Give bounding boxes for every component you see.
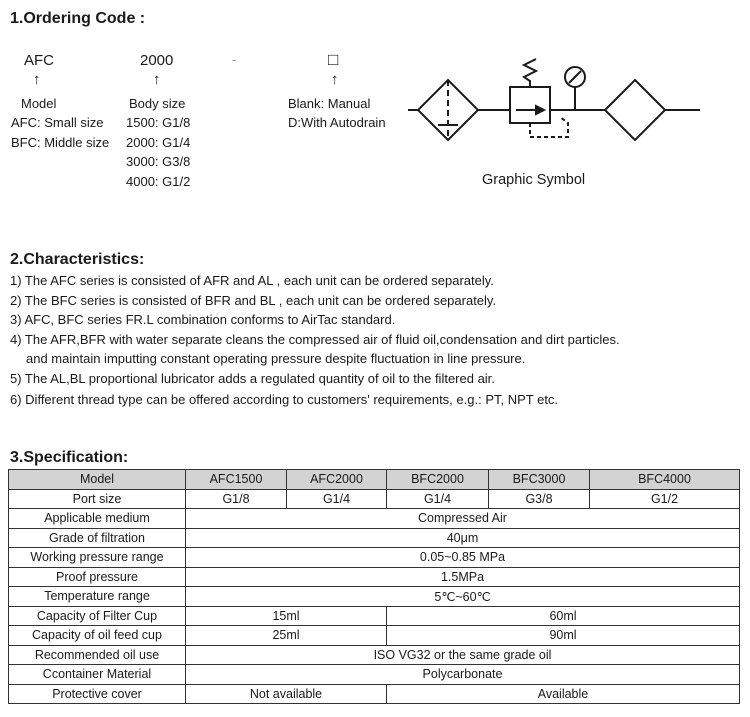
table-cell: 0.05~0.85 MPa [186,548,740,568]
table-cell: 60ml [387,606,740,626]
header-cell: BFC2000 [387,470,489,490]
table-row [9,606,740,626]
table-cell: 15ml [186,606,387,626]
row-label: Capacity of oil feed cup [9,626,186,646]
arrow-body: ↑ [153,71,161,88]
table-row [9,528,740,548]
body-size-line: 2000: G1/4 [126,135,191,150]
table-cell: 25ml [186,626,387,646]
graphic-caption: Graphic Symbol [482,172,586,188]
table-row [9,626,740,646]
characteristic-item: 3) AFC, BFC series FR.L combination conforms to AirTac standard. [10,312,396,327]
table-cell: 5℃~60℃ [186,587,740,607]
characteristic-item: 6) Different thread type can be offered according to customers' requirements, e.g.: PT, NPT etc. [10,392,559,407]
characteristic-item: 2) The BFC series is consisted of BFR and BL , each unit can be ordered separately. [10,293,497,308]
model-line: BFC: Middle size [11,135,110,150]
table-cell: 1.5MPa [186,567,740,587]
ordering-code-title: 1.Ordering Code : [10,10,146,27]
table-cell: G1/4 [287,489,387,509]
table-cell: Not available [186,684,387,704]
row-label: Ccontainer Material [9,665,186,685]
code-series: AFC [24,52,54,69]
code-dash: - [232,52,237,67]
table-row [9,567,740,587]
table-cell: G1/4 [387,489,489,509]
table-header-row [9,470,740,490]
header-cell: AFC1500 [186,470,287,490]
characteristic-item: 4) The AFR,BFR with water separate cleans the compressed air of fluid oil,condensation and dirt particles. [10,332,620,347]
row-label: Recommended oil use [9,645,186,665]
row-label: Grade of filtration [9,528,186,548]
table-cell: Polycarbonate [186,665,740,685]
drain-line: D:With Autodrain [288,115,386,130]
row-label: Capacity of Filter Cup [9,606,186,626]
table-row [9,684,740,704]
table-cell: 40μm [186,528,740,548]
drain-line: Blank: Manual [288,96,371,111]
table-row [9,548,740,568]
header-cell: AFC2000 [287,470,387,490]
table-cell: G1/2 [590,489,740,509]
table-cell: 90ml [387,626,740,646]
model-label: Model [21,96,57,111]
table-row [9,587,740,607]
table-cell: ISO VG32 or the same grade oil [186,645,740,665]
table-cell: Available [387,684,740,704]
table-row [9,509,740,529]
characteristic-item: 1) The AFC series is consisted of AFR and AL , each unit can be ordered separately. [10,273,494,288]
row-label: Port size [9,489,186,509]
code-box: □ [328,50,339,69]
table-row [9,645,740,665]
characteristic-item: and maintain imputting constant operating pressure despite fluctuation in line pressure. [26,351,526,366]
table-cell: Compressed Air [186,509,740,529]
model-line: AFC: Small size [11,115,104,130]
header-cell: BFC3000 [489,470,590,490]
row-label: Protective cover [9,684,186,704]
body-size-line: 4000: G1/2 [126,174,191,189]
arrow-drain: ↑ [331,71,339,88]
body-size-line: 3000: G3/8 [126,154,191,169]
table-cell: G3/8 [489,489,590,509]
table-row [9,665,740,685]
table-cell: G1/8 [186,489,287,509]
body-size-label: Body size [129,96,186,111]
specification-table [8,469,740,704]
row-label: Proof pressure [9,567,186,587]
characteristic-item: 5) The AL,BL proportional lubricator adds a regulated quantity of oil to the filtered air. [10,371,495,386]
row-label: Applicable medium [9,509,186,529]
table-row [9,489,740,509]
body-size-line: 1500: G1/8 [126,115,191,130]
row-label: Working pressure range [9,548,186,568]
specification-title: 3.Specification: [10,449,129,466]
row-label: Temperature range [9,587,186,607]
header-cell: BFC4000 [590,470,740,490]
frl-graphic-symbol [400,55,720,165]
code-body: 2000 [140,52,174,69]
arrow-model: ↑ [33,71,41,88]
header-cell: Model [9,470,186,490]
characteristics-title: 2.Characteristics: [10,251,145,268]
